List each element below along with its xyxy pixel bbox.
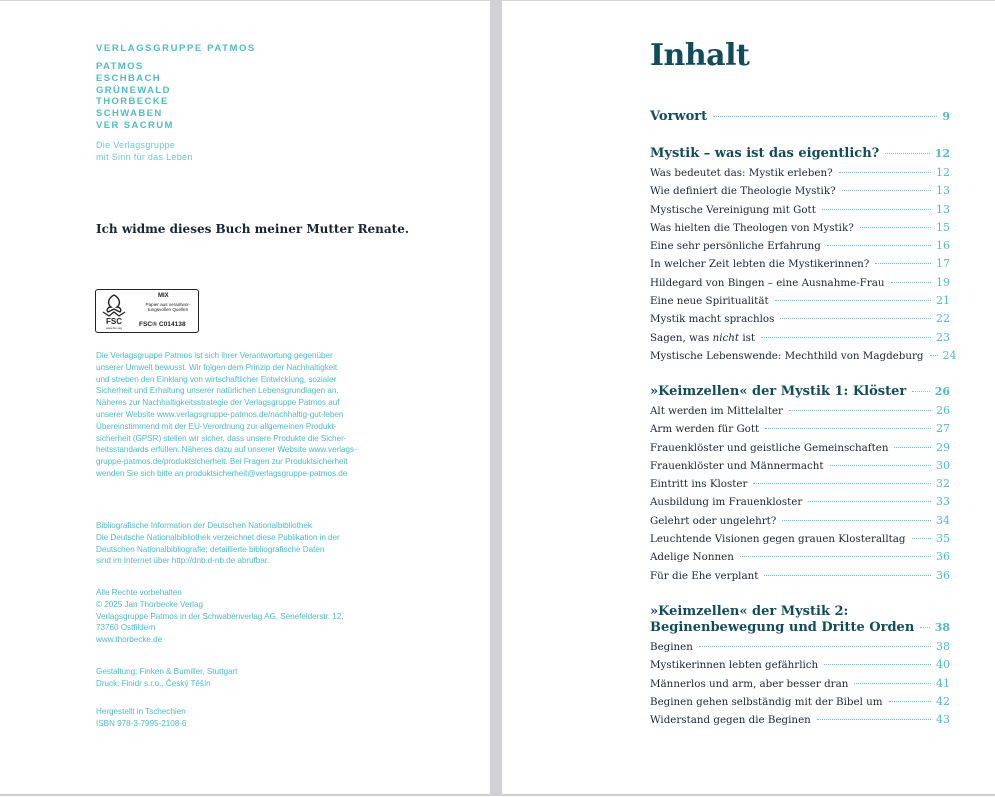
toc-entry[interactable] [650,276,950,294]
toc-entry-label: Mystische Vereinigung mit Gott [650,203,816,216]
toc-page-number: 43 [936,713,950,727]
toc-entry[interactable] [650,569,950,587]
toc-page-number: 27 [936,422,950,436]
toc-entry[interactable] [650,441,950,459]
toc-section-label: Vorwort [650,109,708,124]
toc-entry-label: Eine neue Spiritualität [650,295,769,308]
toc-page-number: 29 [936,440,950,454]
toc-page-number: 19 [936,275,950,289]
dedication: Ich widme dieses Buch meiner Mutter Renate. [96,222,410,236]
dot-leader [699,646,931,647]
toc-entry-label: Leuchtende Visionen gegen grauen Klosteralltag [650,533,906,546]
toc-entry[interactable] [650,550,950,568]
toc-page-number: 16 [936,239,950,253]
toc-entry-label: Beginen [650,641,693,653]
toc-entry[interactable] [650,658,950,676]
toc-title: Inhalt [650,38,750,73]
text-line: Hergestellt in Tschechien [96,707,186,716]
toc-entry-label: Gelehrt oder ungelehrt? [650,514,777,527]
dot-leader [827,245,931,246]
toc-entry[interactable] [650,239,950,257]
left-page [0,0,490,797]
publisher-name: GRÜNEWALD [96,84,171,96]
toc-entry[interactable] [650,477,950,495]
toc-entry-label: Adelige Nonnen [650,551,734,564]
toc-entry[interactable] [650,422,950,440]
toc-section-3 [650,604,950,731]
toc-entry-label: Für die Ehe verplant [650,569,759,582]
label-emphasis: nicht [712,331,740,344]
toc-entry[interactable] [650,459,950,477]
toc-page-number: 22 [936,312,950,326]
dot-leader [761,337,931,338]
toc-page-number: 12 [934,147,950,160]
fsc-text: Papier aus verantwor-tungsvollen Quellen [145,302,191,313]
toc-entry[interactable] [650,312,950,330]
fsc-code: FSC® C014138 [139,321,186,328]
sustainability-text [96,350,357,480]
toc-entry[interactable] [650,695,950,713]
toc-page-number: 36 [936,568,950,582]
label-part: Sagen, was [650,331,713,344]
dot-leader [854,683,931,684]
dot-leader [780,318,931,319]
toc-entry-label: Wie definiert die Theologie Mystik? [650,185,836,198]
toc-entry-label: Hildegard von Bingen – eine Ausnahme-Frau [650,276,885,289]
tagline-line: mit Sinn für das Leben [96,152,193,162]
toc-entry-label: Eine sehr persönliche Erfahrung [650,240,821,253]
toc-page-number: 13 [936,202,950,216]
text-line: Deutschen Nationalbibliografie; detaillierte bibliografische Daten [96,544,325,554]
publisher-name: VER SACRUM [96,119,174,131]
toc-entry[interactable] [650,532,950,550]
toc-page-number: 36 [936,550,950,564]
text-line: und streben den Einklang von wirtschaftlicher Entwicklung, sozialer [96,374,337,384]
publisher-name: SCHWABEN [96,108,163,120]
bibliographic-info [96,520,340,567]
toc-entry-label: Männerlos und arm, aber besser dran [650,677,849,690]
toc-entry[interactable] [650,294,950,312]
tagline [96,139,193,163]
dot-leader [713,116,937,117]
toc-entry[interactable] [650,257,950,275]
toc-entry[interactable] [650,404,950,422]
toc-entry[interactable] [650,221,950,239]
toc-entry-label: Mystikerinnen lebten gefährlich [650,659,819,672]
text-line: Übereinstimmend mit der EU-Verordnung zur allgemeinen Produkt- [96,421,337,431]
text-line: gruppe-patmos.de/produktsicherheit. Bei Fragen zur Produktsicherheit [96,457,348,467]
dot-leader [842,190,931,191]
toc-entry[interactable] [650,677,950,695]
toc-entry-label [650,332,755,344]
dot-leader [912,391,929,392]
publisher-name: ESCHBACH [96,72,162,84]
dot-leader [822,209,931,210]
toc-section-row[interactable] [650,620,950,640]
label-part: ist [739,331,756,344]
toc-entry-label: Alt werden im Mittelalter [650,405,783,417]
text-line: sind im Internet über http://dnb.d-nb.de abrufbar. [96,556,270,566]
text-line: Druck: Finidr s.r.o., Český Těšín [96,678,211,688]
dot-leader [765,428,931,429]
fsc-tree-icon [99,292,129,330]
dot-leader [889,701,931,702]
toc-section-label: »Keimzellen« der Mystik 1: Klöster [650,384,907,399]
dot-leader [830,465,931,466]
publisher-list [96,61,174,132]
production-info [96,706,186,730]
toc-page-number: 21 [936,294,950,308]
toc-entry-label: Was bedeutet das: Mystik erleben? [650,167,833,179]
toc-page-number: 23 [936,330,950,344]
dot-leader [920,627,929,628]
dot-leader [930,355,938,356]
text-line: sicherheit (GPSR) stellen wir sicher, dass unsere Produkte die Sicher- [96,433,347,443]
toc-entry-label: Arm werden für Gott [650,423,760,436]
dot-leader [891,282,931,283]
text-line: 73760 Ostfildern [96,623,156,633]
publisher-group: VERLAGSGRUPPE PATMOS [96,43,256,54]
dot-leader [808,501,931,502]
toc-page-number: 40 [936,658,950,672]
toc-section-2 [650,384,950,587]
publisher-name: PATMOS [96,61,144,72]
toc-vorwort [650,109,950,129]
fsc-mix: MIX [158,293,169,299]
toc-page-number: 38 [934,621,950,634]
toc-entry[interactable] [650,203,950,221]
toc-section-label: Mystik – was ist das eigentlich? [650,146,880,161]
tagline-line: Die Verlagsgruppe [96,140,176,150]
text-line: Verlagsgruppe Patmos in der Schwabenverlag AG, Senefelderstr. 12, [96,611,344,621]
toc-entry[interactable] [650,348,957,367]
text-line: Bibliografische Information der Deutschen Nationalbibliothek [96,521,312,530]
toc-page-number: 32 [936,477,950,491]
toc-page-number: 24 [942,348,957,362]
dot-leader [860,227,931,228]
toc-page-number: 35 [936,532,950,546]
toc-page-number: 9 [942,110,950,123]
dot-leader [740,556,931,557]
dot-leader [789,410,931,411]
toc-page-number: 13 [936,184,950,198]
toc-page-number: 34 [936,513,950,527]
toc-entry[interactable] [650,713,950,731]
toc-entry[interactable] [650,640,950,658]
text-line: © 2025 Jan Thorbecke Verlag [96,599,203,609]
toc-page-number: 26 [936,404,950,417]
dot-leader [894,447,931,448]
design-info [96,666,237,690]
text-line: www.thorbecke.de [96,635,163,645]
text-line: Näheres zur Nachhaltigkeitsstrategie der Verlagsgruppe Patmos auf [96,398,340,408]
toc-entry[interactable] [650,184,950,202]
dot-leader [885,153,929,154]
text-line: Sicherheit und Erhaltung unserer natürlichen Lebensgrundlagen an. [96,386,339,396]
fsc-logo-sub: www.fsc.org [105,326,123,330]
fsc-label [95,289,199,333]
fsc-logo-text: FSC [106,317,122,326]
dot-leader [775,300,931,301]
text-line: unserer Umwelt bewusst. Wir folgen dem Prinzip der Nachhaltigkeit [96,362,338,372]
dot-leader [782,520,931,521]
toc-page-number: 41 [936,676,950,690]
toc-page-number: 42 [936,694,950,708]
toc-page-number: 26 [934,385,950,398]
toc-entry-label: Ausbildung im Frauenkloster [650,496,803,509]
toc-page-number: 38 [936,640,950,653]
rights-info [96,587,344,646]
toc-page-number: 12 [936,166,950,179]
toc-page-number: 17 [936,257,950,271]
toc-section-row[interactable] [650,384,950,404]
toc-page-number: 30 [936,458,950,472]
toc-entry[interactable] [650,166,950,184]
toc-entry-label: Widerstand gegen die Beginen [650,714,811,727]
text-line: Die Deutsche Nationalbibliothek verzeichnet diese Publikation in der [96,532,340,542]
dot-leader [839,172,931,173]
toc-entry-label: Frauenklöster und geistliche Gemeinschaften [650,441,889,454]
text-line: wenden Sie sich bitte an produktsicherheit@verlagsgruppe-patmos.de [96,468,348,478]
dot-leader [817,719,931,720]
dot-leader [875,263,931,264]
toc-entry[interactable] [650,514,950,532]
toc-entry-label: Beginen gehen selbständig mit der Bibel um [650,695,883,708]
text-line: Die Verlagsgruppe Patmos ist sich ihrer Verantwortung gegenüber [96,351,333,360]
dot-leader [912,538,931,539]
toc-entry-label: Eintritt ins Kloster [650,478,748,491]
toc-entry-label: Was hielten die Theologen von Mystik? [650,221,854,234]
text-line: heitsstandards erfüllen. Näheres dazu auf unserer Website www.verlags- [96,445,357,455]
toc-section-1 [650,146,957,367]
text-line: Gestaltung: Finken & Bumiller, Stuttgart [96,667,238,676]
dot-leader [764,575,931,576]
dot-leader [753,483,931,484]
toc-entry-label: Mystik macht sprachlos [650,313,775,326]
toc-entry-label: In welcher Zeit lebten die Mystikerinnen? [650,258,870,271]
toc-section-row[interactable] [650,109,950,129]
toc-entry[interactable] [650,331,950,349]
publisher-name: THORBECKE [96,96,169,108]
book-gutter [490,0,502,796]
text-line: Alle Rechte vorbehalten [96,588,182,597]
text-line: unserer Website www.verlagsgruppe-patmos.de/nachhaltig-gut-leben [96,409,344,419]
toc-entry-label: Mystische Lebenswende: Mechthild von Magdeburg [650,349,924,362]
text-line: ISBN 978-3-7995-2108-6 [96,718,187,728]
toc-entry[interactable] [650,495,950,513]
toc-section-label-line[interactable]: »Keimzellen« der Mystik 2: [650,604,849,619]
toc-page-number: 33 [936,495,950,509]
toc-section-label: Beginenbewegung und Dritte Orden [650,620,915,635]
toc-section-row[interactable] [650,146,950,166]
toc-page-number: 15 [936,220,950,234]
dot-leader [824,664,931,665]
toc-entry-label: Frauenklöster und Männermacht [650,459,824,472]
